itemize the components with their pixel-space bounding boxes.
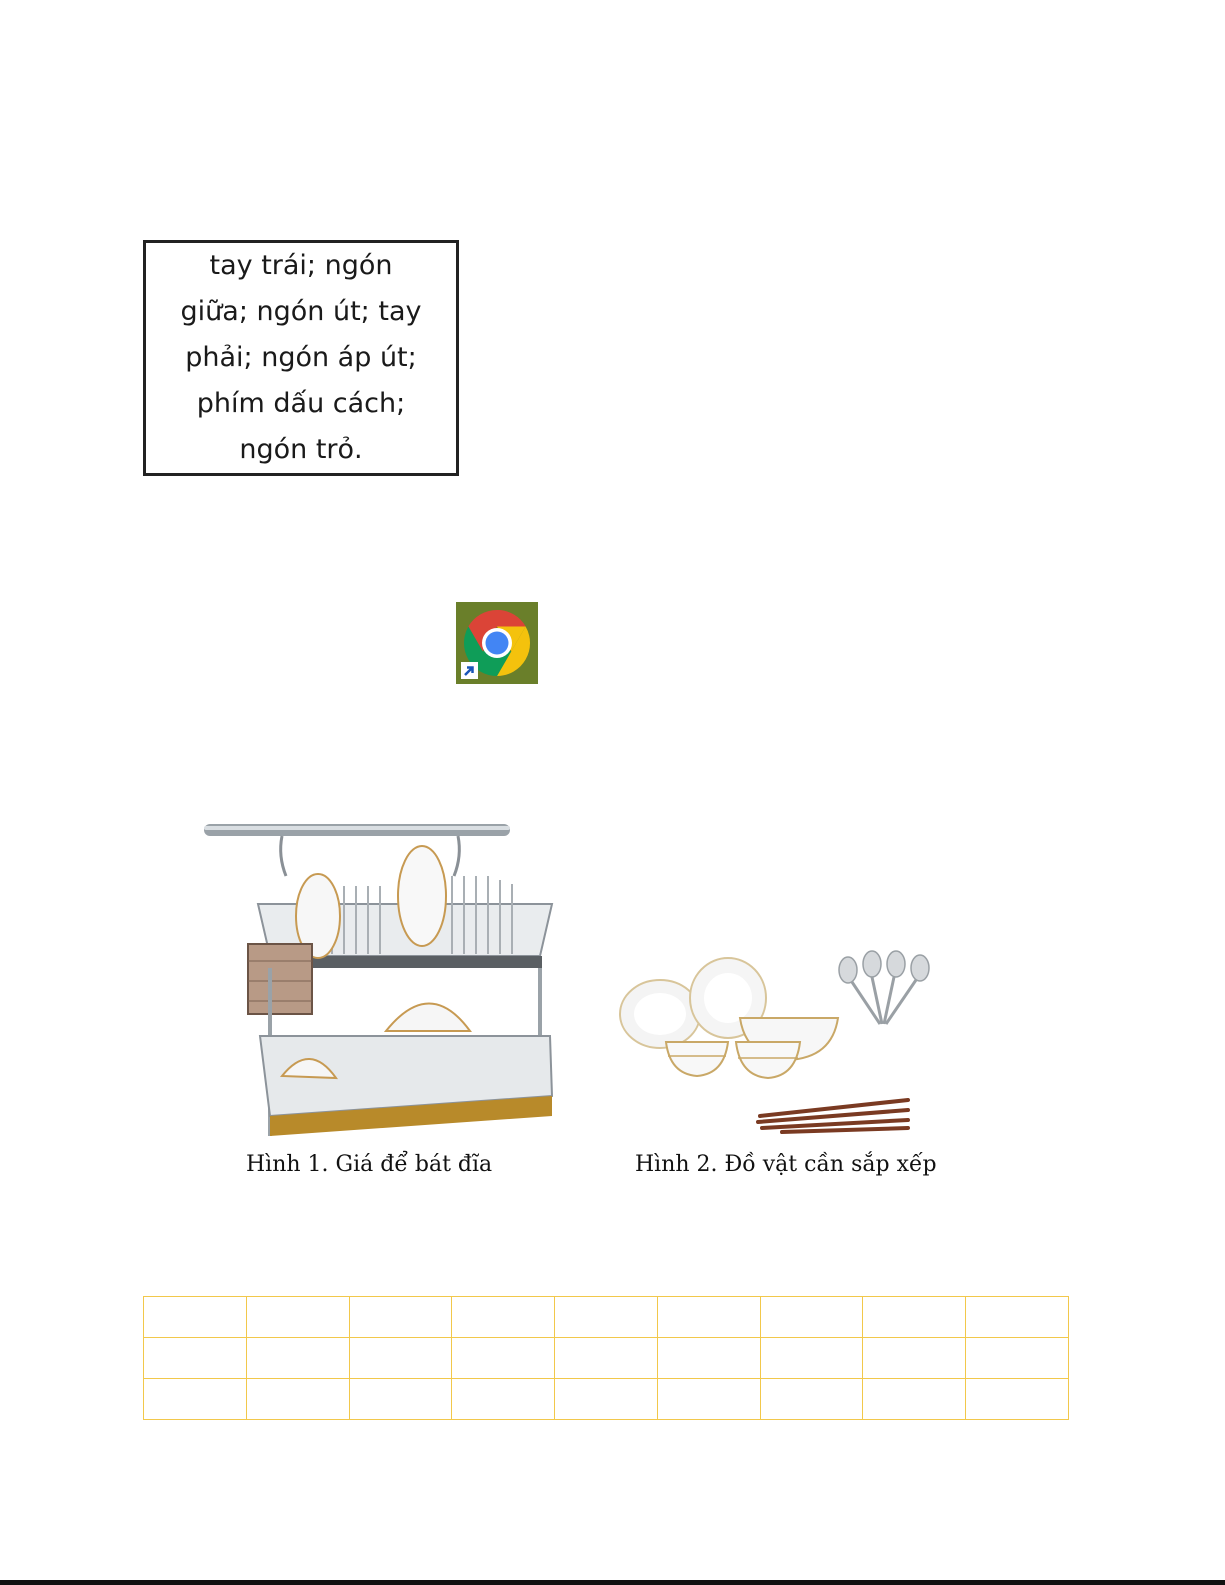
table-cell[interactable] — [760, 1338, 863, 1379]
table-cell[interactable] — [966, 1338, 1069, 1379]
figure2-caption: Hình 2. Đồ vật cần sắp xếp — [635, 1152, 937, 1177]
dishes-items-image — [612, 948, 952, 1136]
table-cell[interactable] — [555, 1338, 658, 1379]
dish-rack-image — [200, 816, 580, 1156]
figure1-caption: Hình 1. Giá để bát đĩa — [246, 1152, 493, 1177]
answer-grid-table — [143, 1296, 1069, 1420]
table-cell[interactable] — [452, 1297, 555, 1338]
table-cell[interactable] — [657, 1338, 760, 1379]
table-cell[interactable] — [555, 1379, 658, 1420]
word-bank-line: ngón trỏ. — [239, 434, 363, 465]
table-cell[interactable] — [657, 1297, 760, 1338]
table-cell[interactable] — [452, 1379, 555, 1420]
table-cell[interactable] — [966, 1297, 1069, 1338]
table-cell[interactable] — [863, 1297, 966, 1338]
table-cell[interactable] — [349, 1379, 452, 1420]
table-cell[interactable] — [246, 1297, 349, 1338]
table-cell[interactable] — [349, 1297, 452, 1338]
table-cell[interactable] — [246, 1379, 349, 1420]
word-bank-box — [143, 240, 459, 476]
table-cell[interactable] — [657, 1379, 760, 1420]
table-cell[interactable] — [555, 1297, 658, 1338]
table-cell[interactable] — [863, 1379, 966, 1420]
word-bank-line: giữa; ngón út; tay — [180, 296, 422, 327]
table-cell[interactable] — [452, 1338, 555, 1379]
table-cell[interactable] — [144, 1338, 247, 1379]
table-row — [144, 1338, 1069, 1379]
table-row — [144, 1379, 1069, 1420]
table-cell[interactable] — [349, 1338, 452, 1379]
word-bank-line: tay trái; ngón — [209, 250, 393, 281]
table-cell[interactable] — [966, 1379, 1069, 1420]
table-row — [144, 1297, 1069, 1338]
word-bank-line: phải; ngón áp út; — [185, 342, 417, 373]
table-cell[interactable] — [144, 1379, 247, 1420]
page-bottom-rule — [0, 1580, 1225, 1585]
table-cell[interactable] — [144, 1297, 247, 1338]
word-bank-line: phím dấu cách; — [196, 388, 406, 419]
table-cell[interactable] — [760, 1297, 863, 1338]
table-cell[interactable] — [863, 1338, 966, 1379]
word-bank-text — [156, 243, 446, 473]
table-cell[interactable] — [760, 1379, 863, 1420]
table-cell[interactable] — [246, 1338, 349, 1379]
chrome-shortcut-icon[interactable] — [456, 602, 538, 684]
